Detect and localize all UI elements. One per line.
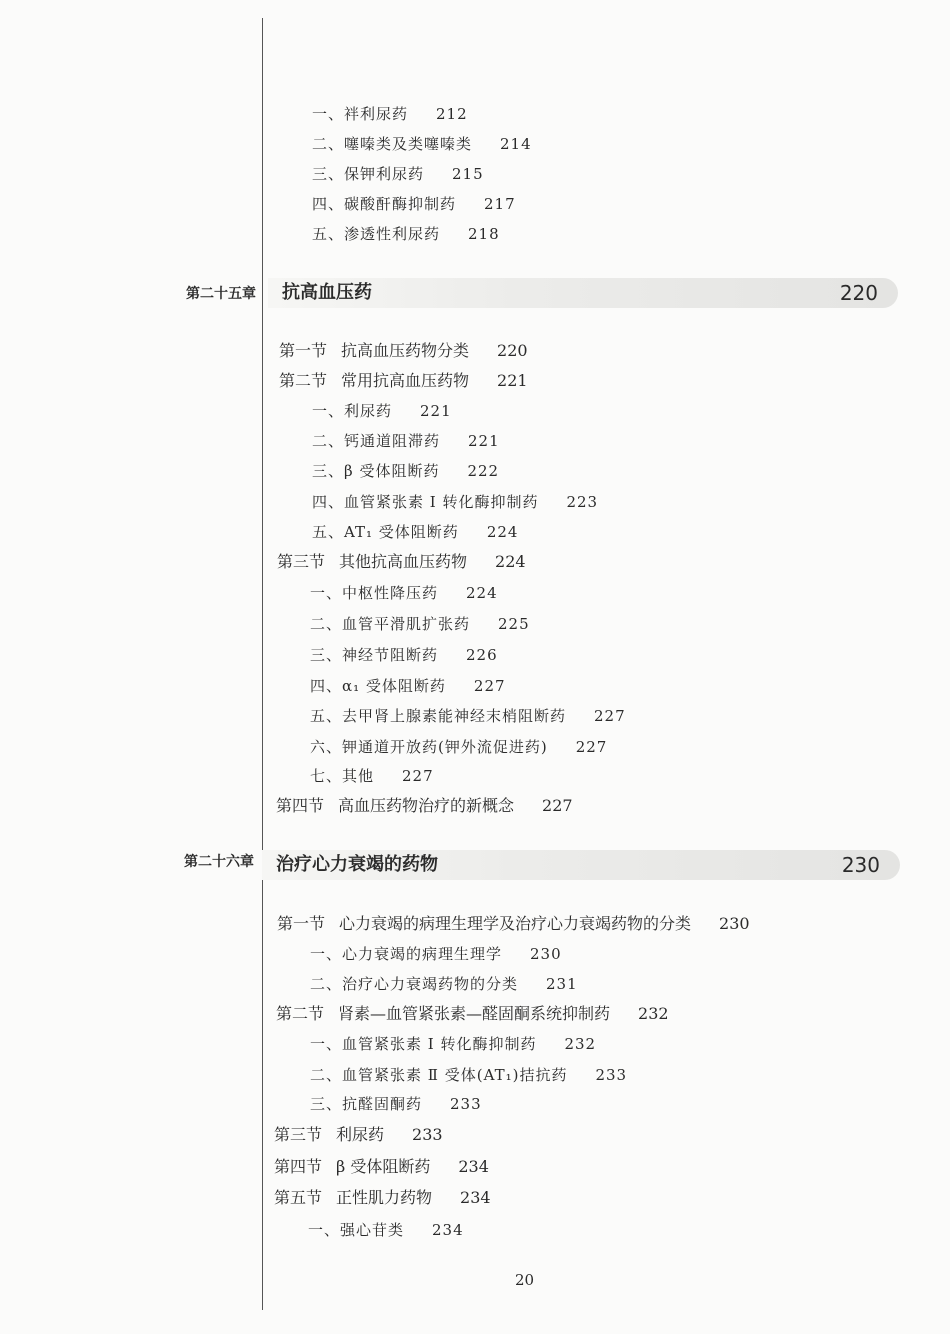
toc-item[interactable]: 二、噻嗪类及类噻嗪类 214 xyxy=(312,135,532,153)
toc-section[interactable]: 第三节 利尿药 233 xyxy=(274,1125,443,1144)
chapter-25-page: 220 xyxy=(839,281,878,305)
vertical-rule xyxy=(262,18,263,1310)
toc-item[interactable]: 三、抗醛固酮药 233 xyxy=(310,1095,482,1113)
toc-section[interactable]: 第一节 抗高血压药物分类 220 xyxy=(279,341,528,360)
toc-item[interactable]: 一、心力衰竭的病理生理学 230 xyxy=(310,945,562,963)
toc-item[interactable]: 四、碳酸酐酶抑制药 217 xyxy=(312,195,516,213)
page-number: 20 xyxy=(515,1271,535,1289)
chapter-26-heading[interactable] xyxy=(262,850,900,880)
toc-item[interactable]: 一、利尿药 221 xyxy=(312,402,452,420)
toc-item[interactable]: 一、血管紧张素 Ⅰ 转化酶抑制药 232 xyxy=(310,1035,597,1053)
toc-item[interactable]: 二、治疗心力衰竭药物的分类 231 xyxy=(310,975,578,993)
chapter-25-heading[interactable] xyxy=(268,278,898,308)
toc-item[interactable]: 五、AT₁ 受体阻断药 224 xyxy=(312,523,519,541)
toc-item[interactable]: 一、袢利尿药 212 xyxy=(312,105,468,123)
chapter-25-title: 抗高血压药 xyxy=(282,282,372,303)
toc-item[interactable]: 三、保钾利尿药 215 xyxy=(312,165,484,183)
toc-section[interactable]: 第二节 肾素—血管紧张素—醛固酮系统抑制药 232 xyxy=(276,1004,669,1023)
chapter-26-title: 治疗心力衰竭的药物 xyxy=(276,854,438,875)
toc-section[interactable]: 第三节 其他抗高血压药物 224 xyxy=(277,552,526,571)
toc-section[interactable]: 第五节 正性肌力药物 234 xyxy=(274,1188,491,1207)
toc-item[interactable]: 六、钾通道开放药(钾外流促进药) 227 xyxy=(310,738,608,756)
toc-item[interactable]: 五、去甲肾上腺素能神经末梢阻断药 227 xyxy=(310,707,626,725)
toc-item[interactable]: 三、β 受体阻断药 222 xyxy=(312,462,500,480)
chapter-26-page: 230 xyxy=(841,853,880,877)
toc-section[interactable]: 第四节 高血压药物治疗的新概念 227 xyxy=(276,796,573,815)
toc-item[interactable]: 三、神经节阻断药 226 xyxy=(310,646,498,664)
toc-section[interactable]: 第二节 常用抗高血压药物 221 xyxy=(279,371,528,390)
chapter-26-label: 第二十六章 xyxy=(184,854,254,870)
toc-item[interactable]: 二、血管平滑肌扩张药 225 xyxy=(310,615,530,633)
chapter-25-label: 第二十五章 xyxy=(186,286,256,302)
toc-item[interactable]: 一、中枢性降压药 224 xyxy=(310,584,498,602)
toc-item[interactable]: 四、α₁ 受体阻断药 227 xyxy=(310,677,506,695)
toc-item[interactable]: 一、强心苷类 234 xyxy=(308,1221,464,1239)
toc-item[interactable]: 七、其他 227 xyxy=(310,767,434,785)
toc-item[interactable]: 四、血管紧张素 Ⅰ 转化酶抑制药 223 xyxy=(312,493,599,511)
toc-section[interactable]: 第一节 心力衰竭的病理生理学及治疗心力衰竭药物的分类 230 xyxy=(277,914,750,933)
toc-item[interactable]: 二、钙通道阻滞药 221 xyxy=(312,432,500,450)
toc-section[interactable]: 第四节 β 受体阻断药 234 xyxy=(274,1157,489,1176)
toc-item[interactable]: 五、渗透性利尿药 218 xyxy=(312,225,500,243)
toc-item[interactable]: 二、血管紧张素 Ⅱ 受体(AT₁)拮抗药 233 xyxy=(310,1066,628,1084)
